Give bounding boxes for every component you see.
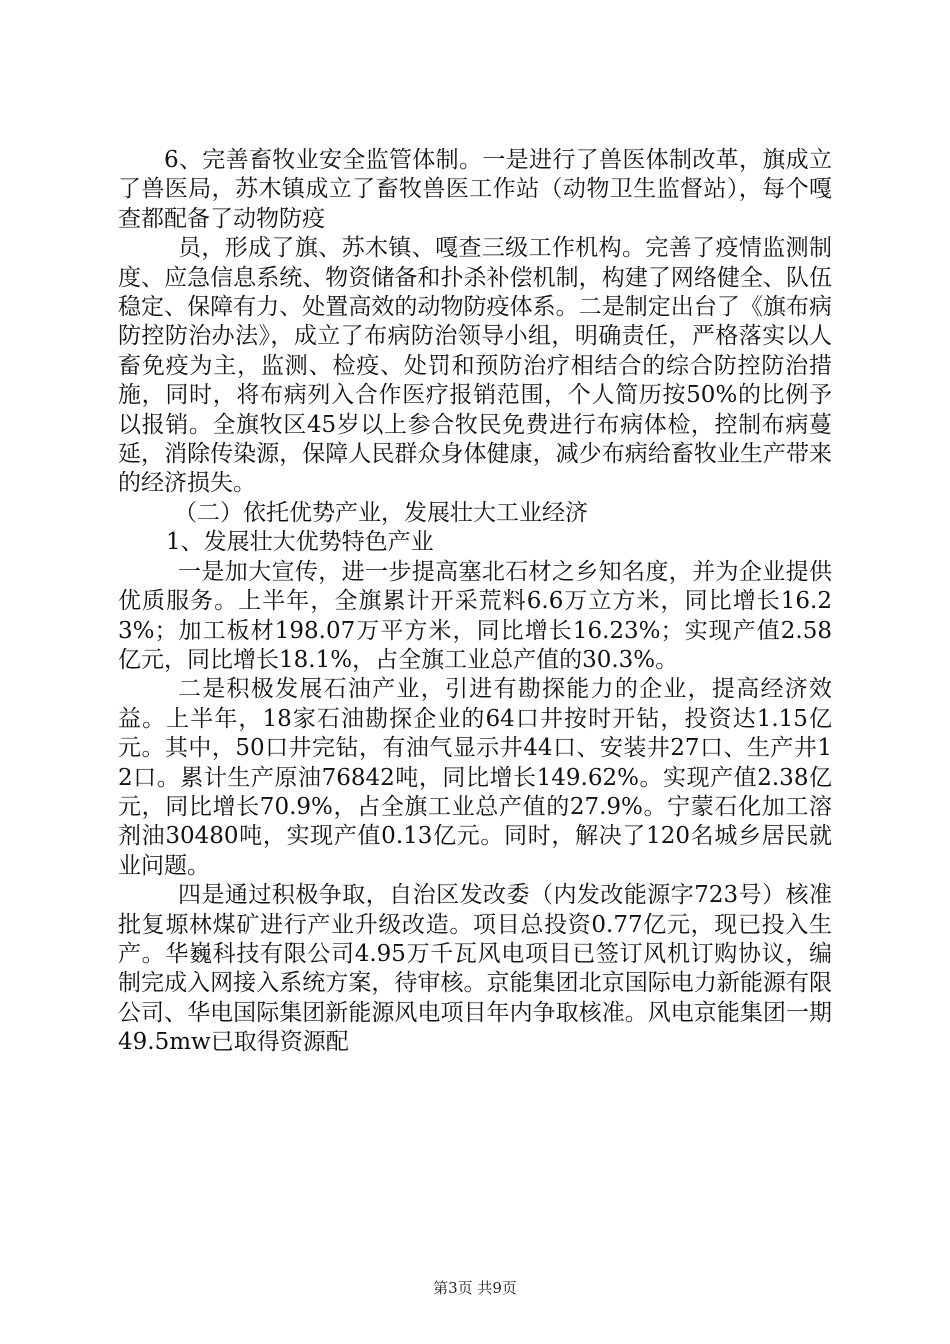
paragraph-livestock-supervision: 6、完善畜牧业安全监管体制。一是进行了兽医体制改革，旗成立了兽医局，苏木镇成立了畜牧兽医工作站（动物卫生监督站），每个嘎查都配备了动物防疫 xyxy=(118,147,832,232)
paragraph-disease-prevention: 员，形成了旗、苏木镇、嘎查三级工作机构。完善了疫情监测制度、应急信息系统、物资储备和扑杀补偿机制，构建了网络健全、队伍稳定、保障有力、处置高效的动物防疫体系。二是制定出台了《旗布病防控防治办法》，成立了布病防治领导小组，明确责任，严格落实以人畜免疫为主，监测、检疫、处罚和预防治疗相结合的综合防控防治措施，同时，将布病列入合作医疗报销范围，个人简历按50%的比例予以报销。全旗牧区45岁以上参合牧民免费进行布病体检，控制布病蔓延，消除传染源，保障人民群众身体健康，减少布病给畜牧业生产带来的经济损失。 xyxy=(118,235,832,497)
section-heading-industry: （二）依托优势产业，发展壮大工业经济 xyxy=(174,499,588,526)
page-number-footer: 第3页 共9页 xyxy=(433,1279,517,1297)
document-body xyxy=(118,146,832,1058)
paragraph-coal-wind-power: 四是通过积极争取，自治区发改委（内发改能源字723号）核准批复塬林煤矿进行产业升级改造。项目总投资0.77亿元，现已投入生产。华巍科技有限公司4.95万千瓦风电项目已签订风机订购协议，编制完成入网接入系统方案，待审核。京能集团北京国际电力新能源有限公司、华电国际集团新能源风电项目年内争取核准。风电京能集团一期49.5mw已取得资源配 xyxy=(118,882,832,1056)
paragraph-stone-industry: 一是加大宣传，进一步提高塞北石材之乡知名度，并为企业提供优质服务。上半年，全旗累计开采荒料6.6万立方米，同比增长16.23%；加工板材198.07万平方米，同比增长16.23%；实现产值2.58亿元，同比增长18.1%，占全旗工业总产值的30.3%。 xyxy=(118,558,832,673)
paragraph-oil-industry: 二是积极发展石油产业，引进有勘探能力的企业，提高经济效益。上半年，18家石油勘探企业的64口井按时开钻，投资达1.15亿元。其中，50口井完钻，有油气显示井44口、安装井27口、生产井12口。累计生产原油76842吨，同比增长149.62%。实现产值2.38亿元，同比增长70.9%，占全旗工业总产值的27.9%。宁蒙石化加工溶剂油30480吨，实现产值0.13亿元。同时，解决了120名城乡居民就业问题。 xyxy=(118,676,832,879)
subsection-heading-industry: 1、发展壮大优势特色产业 xyxy=(166,529,434,556)
